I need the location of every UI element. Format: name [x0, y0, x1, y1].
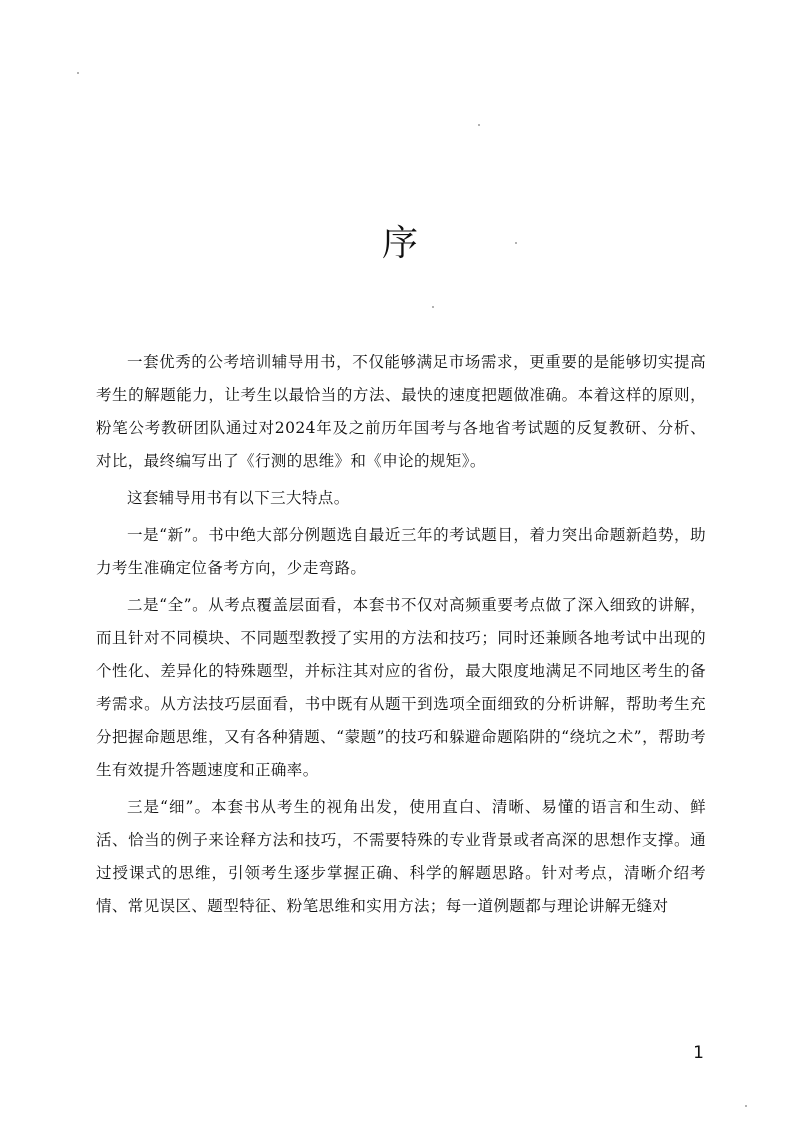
body-text: [96, 346, 706, 927]
scan-speck: [432, 306, 434, 308]
paragraph-feature-complete: 二是“全”。从考点覆盖层面看，本套书不仅对高频重要考点做了深入细致的讲解，而且针对不同模块、不同题型教授了实用的方法和技巧；同时还兼顾各地考试中出现的个性化、差异化的特殊题型，并标注其对应的省份，最大限度地满足不同地区考生的备考需求。从方法技巧层面看，书中既有从题干到选项全面细致的分析讲解，帮助考生充分把握命题思维，又有各种猜题、“蒙题”的技巧和躲避命题陷阱的“绕坑之术”，帮助考生有效提升答题速度和正确率。: [96, 596, 706, 779]
page-title: 序: [381, 223, 418, 264]
paragraph-feature-detailed: 三是“细”。本套书从考生的视角出发，使用直白、清晰、易懂的语言和生动、鲜活、恰当的例子来诠释方法和技巧，不需要特殊的专业背景或者高深的思想作支撑。通过授课式的思维，引领考生逐步掌握正确、科学的解题思路。针对考点，清晰介绍考情、常见误区、题型特征、粉笔思维和实用方法；每一道例题都与理论讲解无缝对: [96, 798, 706, 915]
scan-speck: [478, 124, 480, 126]
paragraph-intro: 一套优秀的公考培训辅导用书，不仅能够满足市场需求，更重要的是能够切实提高考生的解题能力，让考生以最恰当的方法、最快的速度把题做准确。本着这样的原则，粉笔公考教研团队通过对2024年及之前历年国考与各地省考试题的反复教研、分析、对比，最终编写出了《行测的思维》和《申论的规矩》。: [96, 353, 706, 470]
scan-speck: [77, 72, 79, 74]
page-number: 1: [693, 1043, 704, 1063]
paragraph-features-lead: 这套辅导用书有以下三大特点。: [127, 489, 350, 507]
paragraph-feature-new: 一是“新”。书中绝大部分例题选自最近三年的考试题目，着力突出命题新趋势，助力考生准确定位备考方向，少走弯路。: [96, 526, 706, 577]
scan-speck: [745, 1105, 747, 1107]
